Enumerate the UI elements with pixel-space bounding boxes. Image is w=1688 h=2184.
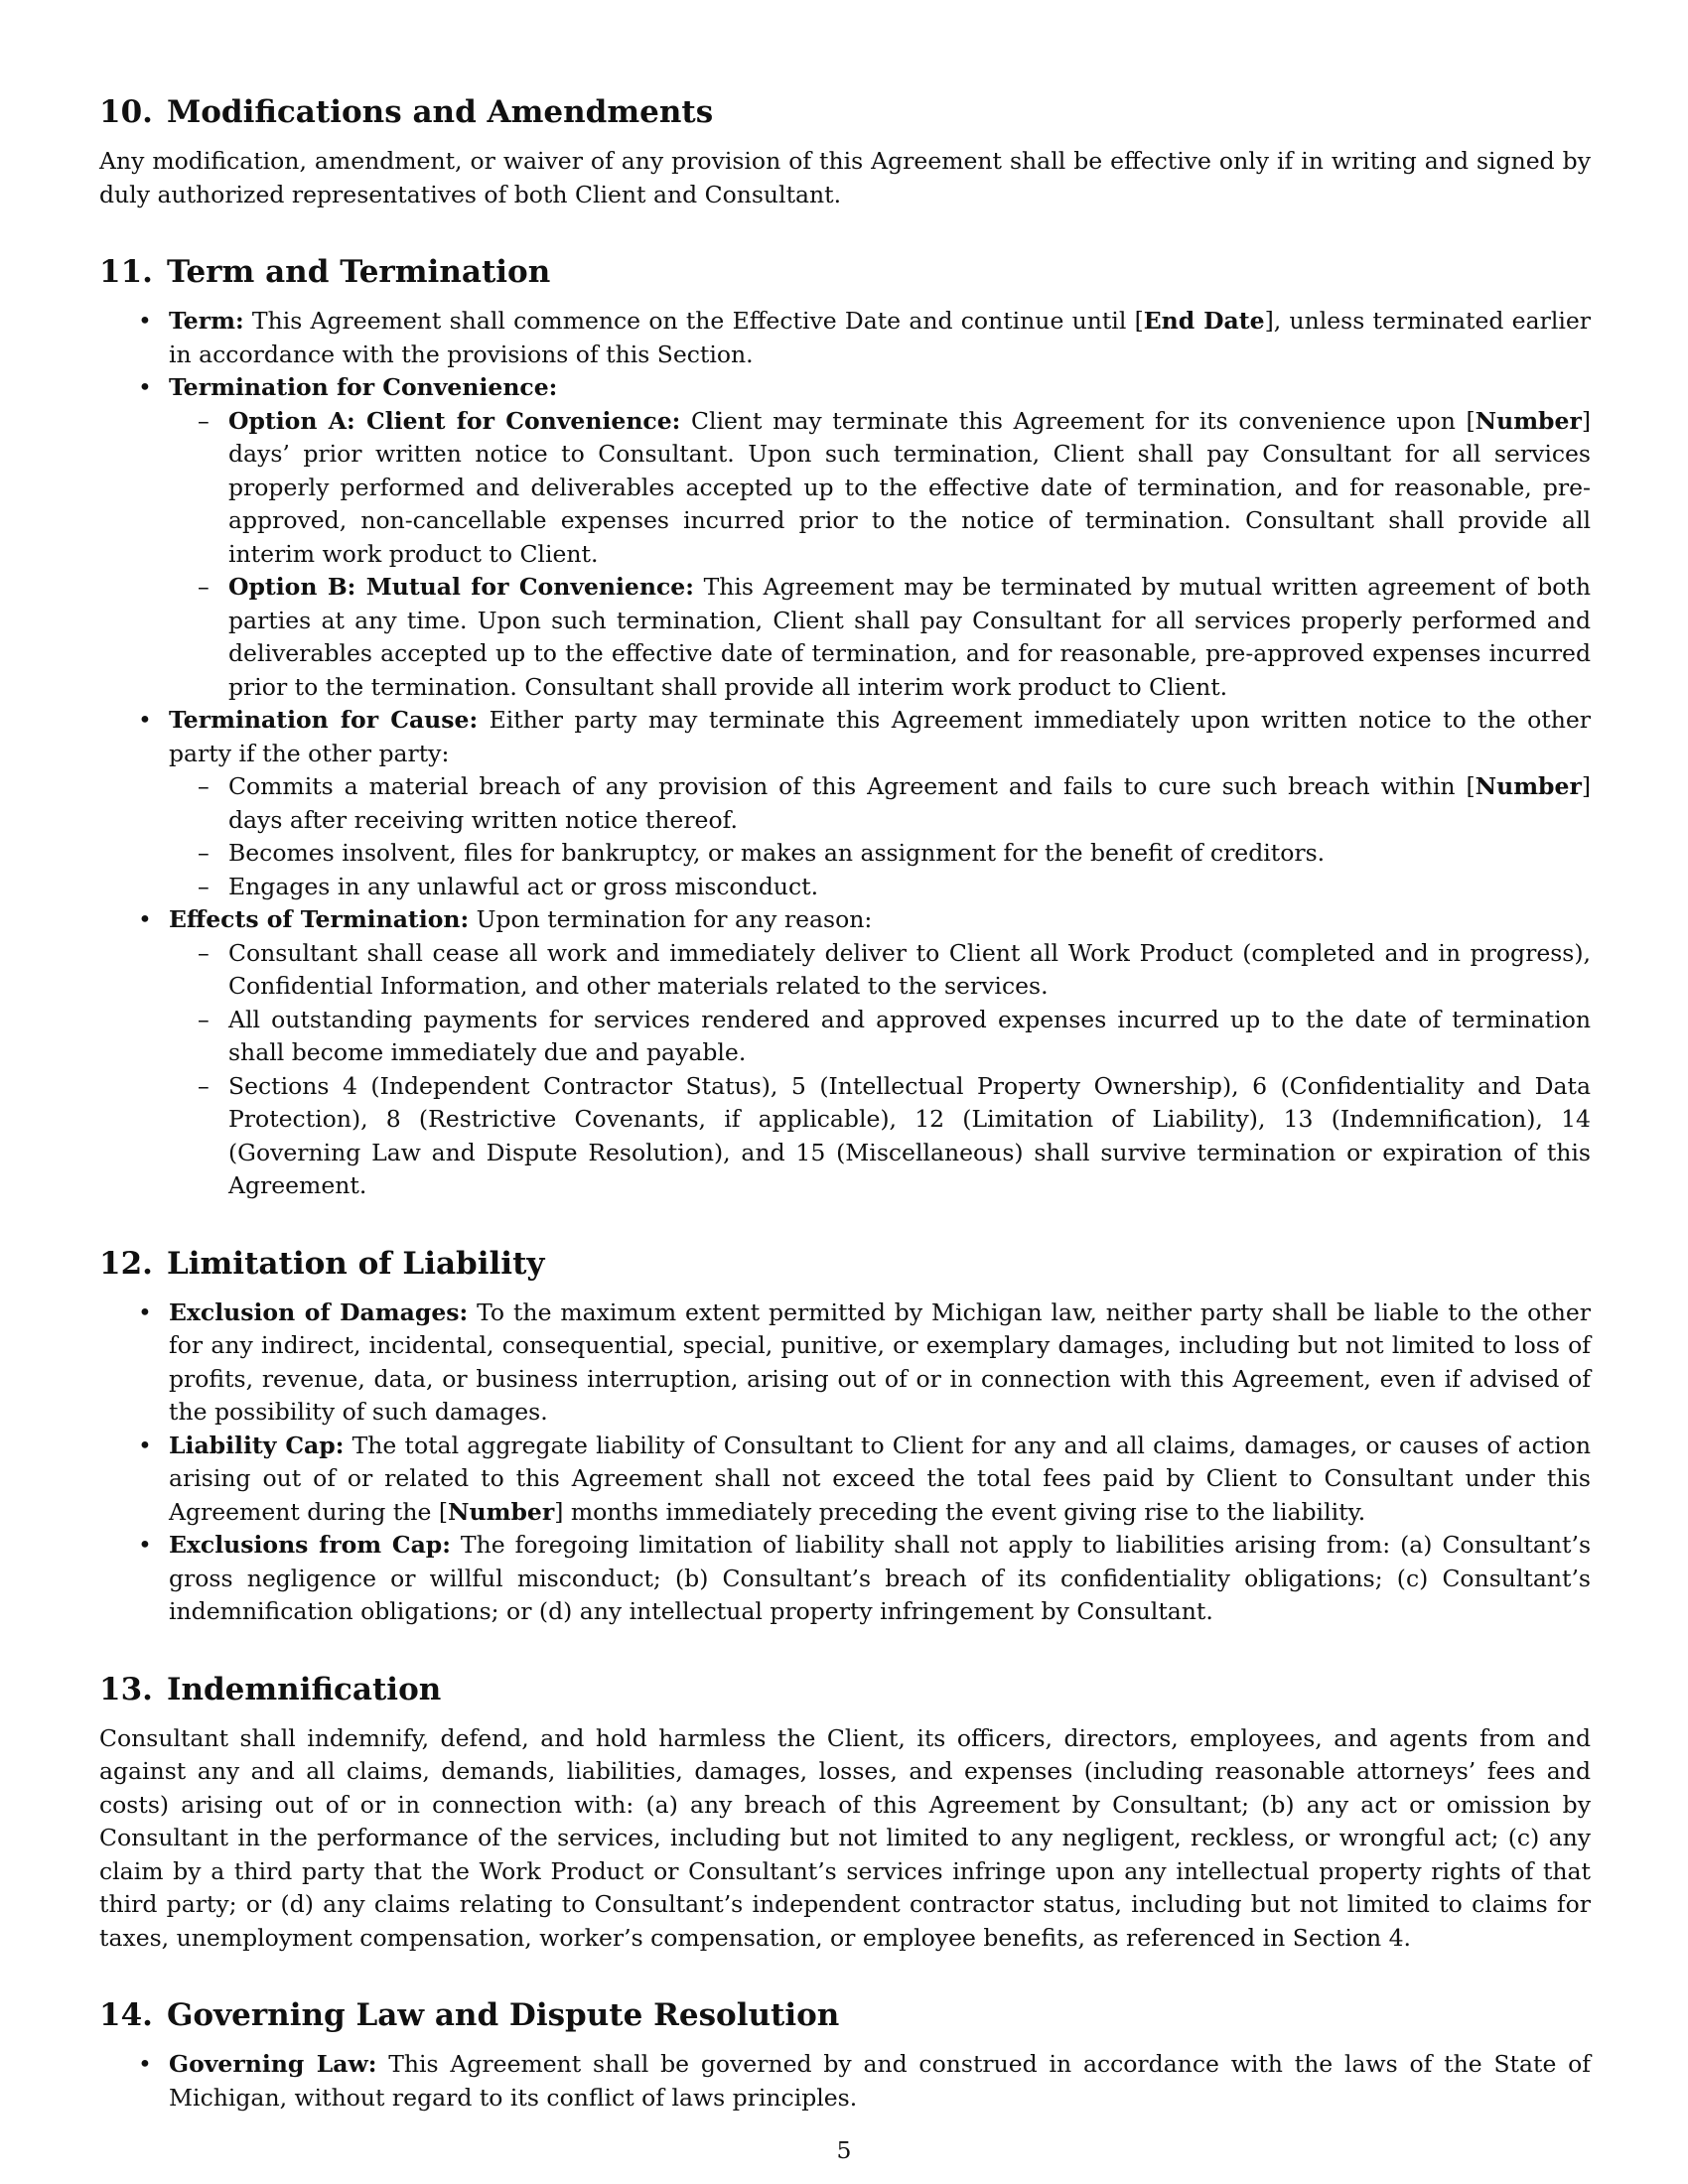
item-text: This Agreement shall be governed by and construed in accordance with the laws of the State of Michigan, without regard to its conflict of laws principles. xyxy=(169,2050,1591,2112)
item-text: ] days after receiving written notice thereof. xyxy=(228,772,1591,834)
placeholder-number: Number xyxy=(448,1497,555,1526)
item-label: Term: xyxy=(169,307,244,335)
section-heading xyxy=(99,252,1591,292)
list-item-exclusion-damages xyxy=(99,1297,1591,1430)
section-10 xyxy=(99,92,1591,211)
placeholder-number: Number xyxy=(1475,406,1582,435)
list-item-term xyxy=(99,305,1591,371)
list-item-effects-termination xyxy=(99,903,1591,1203)
bullet-list xyxy=(99,2048,1591,2115)
item-text: Upon termination for any reason: xyxy=(469,905,873,933)
item-text: ] days’ prior written notice to Consultant. Upon such termination, Client shall pay Consultant for all services properly performed and deliverables accepted up to the effective date of termination, and for reasonable, pre-approved, non-cancellable expenses incurred prior to the notice of termination. Consultant shall provide all interim work product to Client. xyxy=(228,406,1591,568)
section-number: 13. xyxy=(99,1671,153,1707)
bullet-list xyxy=(99,305,1591,1203)
page-number: 5 xyxy=(836,2136,852,2164)
sub-list xyxy=(169,770,1591,903)
section-heading xyxy=(99,1670,1591,1709)
list-item-termination-convenience xyxy=(99,371,1591,704)
item-label: Liability Cap: xyxy=(169,1431,345,1459)
placeholder-end-date: End Date xyxy=(1143,307,1265,335)
item-label: Option B: Mutual for Convenience: xyxy=(228,573,694,601)
section-title: Limitation of Liability xyxy=(166,1245,545,1282)
section-number: 11. xyxy=(99,254,153,290)
list-item-governing-law xyxy=(99,2048,1591,2115)
item-text: To the maximum extent permitted by Michigan law, neither party shall be liable to the other for any indirect, incidental, consequential, special, punitive, or exemplary damages, including but not limited to loss of profits, revenue, data, or business interruption, arising out of or in connection with this Agreement, even if advised of the possibility of such damages. xyxy=(169,1297,1591,1426)
item-label: Option A: Client for Convenience: xyxy=(228,406,681,435)
section-11 xyxy=(99,252,1591,1203)
list-item-liability-cap xyxy=(99,1430,1591,1530)
item-label: Termination for Convenience: xyxy=(169,373,558,401)
list-item-termination-cause xyxy=(99,704,1591,903)
section-body: Any modification, amendment, or waiver of any provision of this Agreement shall be effective only if in writing and signed by duly authorized representatives of both Client and Consultant. xyxy=(99,147,1591,208)
item-text: This Agreement may be terminated by mutual written agreement of both parties at any time. Upon such termination, Client shall pay Consultant for all services properly performed and deliverables accepted up to the effective date of termination, and for reasonable, pre-approved expenses incurred prior to the termination. Consultant shall provide all interim work product to Client. xyxy=(228,573,1591,701)
section-heading xyxy=(99,1995,1591,2035)
sub-item-payments-due: – All outstanding payments for services rendered and approved expenses incurred up to the date of termination shall become immediately due and payable. xyxy=(169,1004,1591,1070)
sub-item-cease-work: – Consultant shall cease all work and immediately deliver to Client all Work Product (completed and in progress), Confidential Information, and other materials related to the services. xyxy=(169,937,1591,1004)
section-heading xyxy=(99,92,1591,132)
bullet-list xyxy=(99,1297,1591,1629)
item-text: Either party may terminate this Agreement immediately upon written notice to the other party if the other party: xyxy=(169,706,1591,767)
section-body: Consultant shall indemnify, defend, and hold harmless the Client, its officers, directors, employees, and agents from and against any and all claims, demands, liabilities, damages, losses, and expenses (including reasonable attorneys’ fees and costs) arising out of or in connection with: (a) any breach of this Agreement by Consultant; (b) any act or omission by Consultant in the performance of the services, including but not limited to any negligent, reckless, or wrongful act; (c) any claim by a third party that the Work Product or Consultant’s services infringe upon any intellectual property rights of that third party; or (d) any claims relating to Consultant’s independent contractor status, including but not limited to claims for taxes, unemployment compensation, worker’s compensation, or employee benefits, as referenced in Section 4. xyxy=(99,1723,1591,1952)
item-text: Client may terminate this Agreement for its convenience upon [ xyxy=(680,406,1476,435)
item-label: Governing Law: xyxy=(169,2050,377,2078)
section-14 xyxy=(99,1995,1591,2115)
section-title: Governing Law and Dispute Resolution xyxy=(166,1997,840,2033)
item-label: Exclusions from Cap: xyxy=(169,1531,451,1559)
sub-item-option-a xyxy=(169,405,1591,572)
item-text: Commits a material breach of any provision of this Agreement and fails to cure such breach within [ xyxy=(228,772,1476,800)
section-number: 10. xyxy=(99,94,153,130)
item-text: The foregoing limitation of liability shall not apply to liabilities arising from: (a) Consultant’s gross negligence or willful misconduct; (b) Consultant’s breach of its confidentiality obligations; (c) Consultant’s indemnification obligations; or (d) any intellectual property infringement by Consultant. xyxy=(169,1531,1592,1625)
section-number: 14. xyxy=(99,1997,153,2033)
section-title: Term and Termination xyxy=(166,254,551,290)
sub-item-breach xyxy=(169,770,1591,837)
section-13 xyxy=(99,1670,1591,1956)
section-title: Indemnification xyxy=(166,1671,442,1707)
item-text: ], unless terminated earlier in accordance with the provisions of this Section. xyxy=(169,307,1591,368)
sub-item-unlawful: – Engages in any unlawful act or gross misconduct. xyxy=(169,871,1591,904)
item-text: ] months immediately preceding the event giving rise to the liability. xyxy=(554,1497,1366,1526)
section-heading xyxy=(99,1244,1591,1284)
item-label: Effects of Termination: xyxy=(169,905,470,933)
placeholder-number: Number xyxy=(1475,772,1582,800)
sub-item-survival: – Sections 4 (Independent Contractor Status), 5 (Intellectual Property Ownership), 6 (Confidentiality and Data Protection), 8 (Restrictive Covenants, if applicable), 12 (Limitation of Liability), 13 (Indemnification), 14 (Governing Law and Dispute Resolution), and 15 (Miscellaneous) shall survive termination or expiration of this Agreement. xyxy=(169,1070,1591,1203)
sub-item-option-b xyxy=(169,571,1591,704)
item-label: Exclusion of Damages: xyxy=(169,1297,469,1326)
item-label: Termination for Cause: xyxy=(169,706,479,734)
document-page xyxy=(99,92,1591,2155)
section-12 xyxy=(99,1244,1591,1629)
item-text: The total aggregate liability of Consultant to Client for any and all claims, damages, or causes of action arising out of or related to this Agreement shall not exceed the total fees paid by Client to Consultant under this Agreement during the [ xyxy=(169,1431,1592,1526)
sub-item-insolvent: – Becomes insolvent, files for bankruptcy, or makes an assignment for the benefit of creditors. xyxy=(169,837,1591,871)
sub-list xyxy=(169,937,1591,1203)
section-title: Modifications and Amendments xyxy=(166,94,714,130)
list-item-exclusions-cap xyxy=(99,1529,1591,1629)
item-text: This Agreement shall commence on the Effective Date and continue until [ xyxy=(243,307,1144,335)
sub-list xyxy=(169,405,1591,705)
section-number: 12. xyxy=(99,1245,153,1282)
